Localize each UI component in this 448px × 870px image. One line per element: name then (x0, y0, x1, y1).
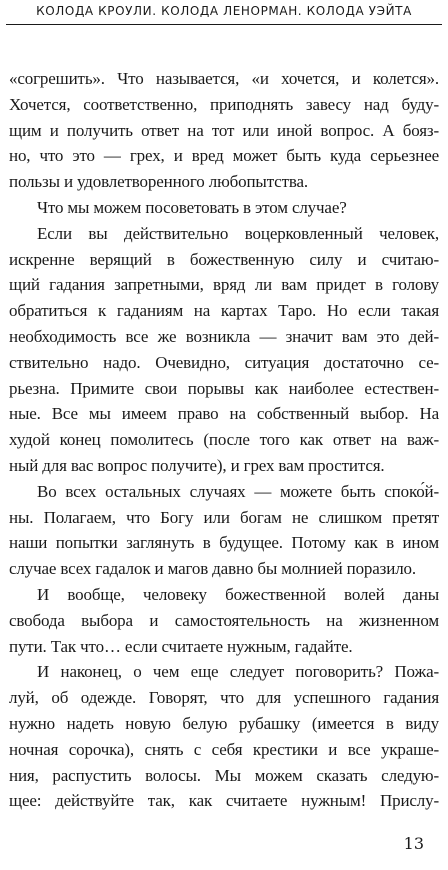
text-line: ствительно надо. Очевидно, ситуация достаточно се- (9, 352, 439, 372)
text-line: случае всех гадалок и магов давно бы молнией поразило. (9, 559, 416, 579)
body-text (9, 66, 439, 814)
text-line: щее: действуйте так, как считаете нужным! Прислу- (9, 791, 439, 811)
text-line: «согрешить». Что называется, «и хочется, и колется». (9, 69, 439, 88)
text-line: пользы и удовлетворенного любопытства. (9, 172, 308, 192)
text-line: Что мы можем посоветовать в этом случае? (37, 197, 347, 217)
text-line: ночная сорочка), снять с себя крестики и все украше- (9, 739, 439, 759)
text-line: щий гадания запретными, вряд ли вам придет в голову (9, 275, 439, 295)
text-line: ные. Все мы имеем право на собственный выбор. На (9, 404, 439, 424)
text-line: Хочется, соответственно, приподнять завесу над буду- (9, 94, 439, 114)
text-line: Во всех остальных случаях — можете быть споко́й- (37, 481, 439, 501)
text-line: ный для вас вопрос получите), и грех вам простится. (9, 455, 385, 475)
text-line: нужно надеть новую белую рубашку (имеется в виду (9, 713, 439, 733)
text-line: луй, об одежде. Говорят, что для успешного гадания (9, 688, 439, 708)
text-line: наши попытки заглянуть в будущее. Потому как в ином (9, 533, 439, 553)
text-line: свобода выбора и самостоятельность на жизненном (9, 610, 439, 630)
text-line: пути. Так что… если считаете нужным, гадайте. (9, 636, 353, 656)
text-line: обратиться к гаданиям на картах Таро. Но если такая (9, 301, 439, 321)
text-line: ния, распустить волосы. Мы можем сказать следую- (9, 765, 439, 785)
text-line: искренне верящий в божественную силу и считаю- (9, 249, 439, 269)
header-divider (6, 24, 442, 25)
text-line: щим и получить ответ на тот или иной вопрос. А бояз- (9, 120, 439, 140)
text-line: худой конец помолитесь (после того как ответ на важ- (9, 430, 439, 450)
text-line: Если вы действительно воцерковленный человек, (37, 223, 439, 243)
text-line: необходимость все же возникла — значит вам это дей- (9, 326, 439, 346)
text-line: И вообще, человеку божественной волей даны (37, 584, 439, 604)
text-line: но, что это — грех, и вред может быть куда серьезнее (9, 146, 439, 166)
running-header-title: КОЛОДА КРОУЛИ. КОЛОДА ЛЕНОРМАН. КОЛОДА УЭЙТА (36, 4, 412, 18)
running-header (0, 0, 448, 30)
text-line: ны. Полагаем, что Богу или богам не слишком претят (9, 507, 439, 527)
page-number: 13 (403, 834, 424, 853)
text-line: рьезна. Примите свои порывы как наиболее естествен- (9, 378, 439, 398)
text-line: И наконец, о чем еще следует поговорить? Пожа- (37, 662, 439, 682)
